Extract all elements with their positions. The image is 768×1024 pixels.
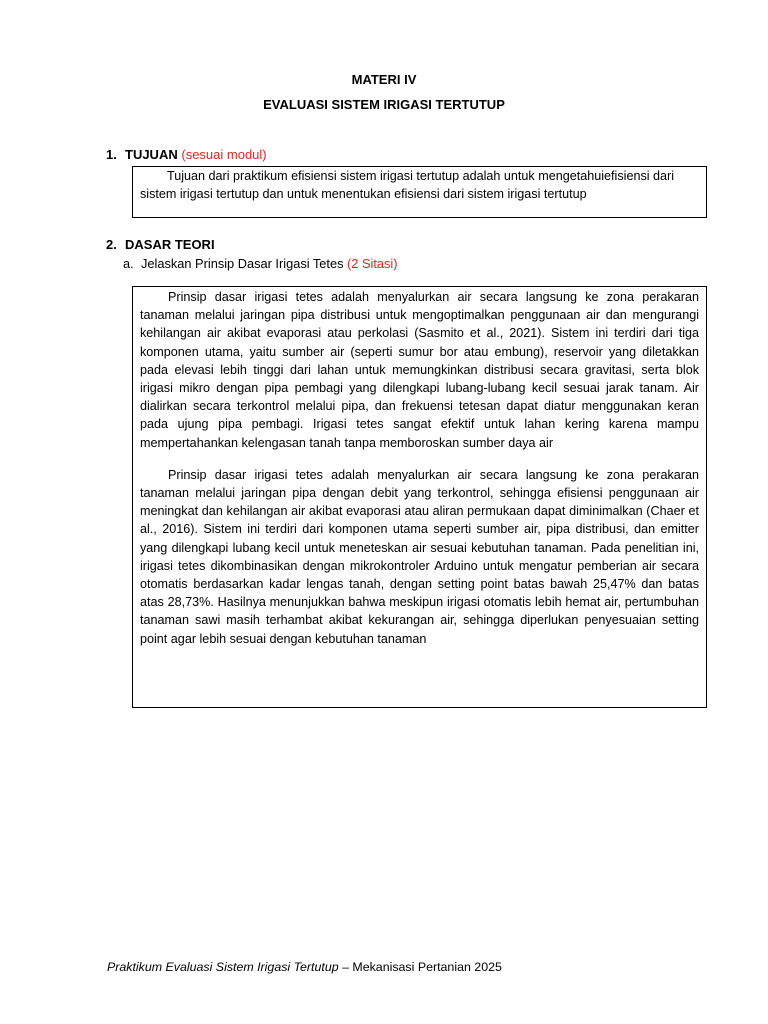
section-1-title: TUJUAN: [125, 147, 178, 162]
section-1-number: 1.: [106, 147, 117, 162]
section-2-title: DASAR TEORI: [125, 237, 215, 252]
section-2-number: 2.: [106, 237, 117, 252]
tujuan-box: [132, 166, 707, 218]
subsection-a-letter: a.: [123, 256, 134, 271]
subsection-a: [123, 256, 398, 271]
materi-title: MATERI IV: [351, 72, 417, 87]
dasar-teori-paragraph-1: Prinsip dasar irigasi tetes adalah menyalurkan air secara langsung ke zona perakaran tanaman melalui jaringan pipa distribusi untuk mengoptimalkan penggunaan air dan mengurangi kehilangan air akibat evaporasi atau perkolasi (Sasmito et al., 2021). Sistem ini terdiri dari tiga komponen utama, yaitu sumber air (seperti sumur bor atau embung), reservoir yang diletakkan pada elevasi lebih tinggi dari lahan untuk memungkinkan distribusi secara gravitasi, serta blok irigasi mikro dengan pipa pembagi yang dilengkapi lubang-lubang kecil sesuai jarak tanam. Air dialirkan secara terkontrol melalui pipa, dan frekuensi tetesan dapat diatur menggunakan keran pada ujung pipa pembagi. Irigasi tetes sangat efektif untuk lahan kering karena mampu mempertahankan kelengasan tanah tanpa memboroskan sumber daya air: [140, 290, 699, 450]
tujuan-text: Tujuan dari praktikum efisiensi sistem irigasi tertutup adalah untuk mengetahuiefisiensi dari sistem irigasi tertutup dan untuk menentukan efisiensi dari sistem irigasi tertutup: [140, 169, 675, 202]
section-1-heading: [106, 147, 267, 162]
subsection-a-text: Jelaskan Prinsip Dasar Irigasi Tetes: [141, 256, 344, 271]
section-1-note: (sesuai modul): [181, 147, 267, 162]
dasar-teori-box: [132, 286, 707, 708]
section-2-heading: [106, 237, 215, 252]
footer-rest: – Mekanisasi Pertanian 2025: [338, 960, 502, 974]
footer-italic: Praktikum Evaluasi Sistem Irigasi Tertutup: [107, 960, 339, 974]
subsection-a-note: (2 Sitasi): [347, 256, 398, 271]
document-title: EVALUASI SISTEM IRIGASI TERTUTUP: [263, 97, 505, 112]
dasar-teori-paragraph-2: Prinsip dasar irigasi tetes adalah menyalurkan air secara langsung ke zona perakaran tanaman melalui jaringan pipa dengan debit yang terkontrol, sehingga efisiensi penggunaan air meningkat dan kehilangan air akibat evaporasi atau aliran permukaan dapat diminimalkan (Chaer et al., 2016). Sistem ini terdiri dari komponen utama seperti sumber air, pipa distribusi, dan emitter yang dilengkapi lubang kecil untuk meneteskan air sesuai kebutuhan tanaman. Pada penelitian ini, irigasi tetes dikombinasikan dengan mikrokontroler Arduino untuk mengatur pemberian air secara otomatis berdasarkan kadar lengas tanah, dengan setting point batas bawah 25,47% dan batas atas 28,73%. Hasilnya menunjukkan bahwa meskipun irigasi otomatis lebih hemat air, pertumbuhan tanaman sawi masih terhambat akibat kekurangan air, sehingga diperlukan penyesuaian setting point agar lebih sesuai dengan kebutuhan tanaman: [140, 467, 699, 646]
page-footer: [107, 960, 502, 974]
